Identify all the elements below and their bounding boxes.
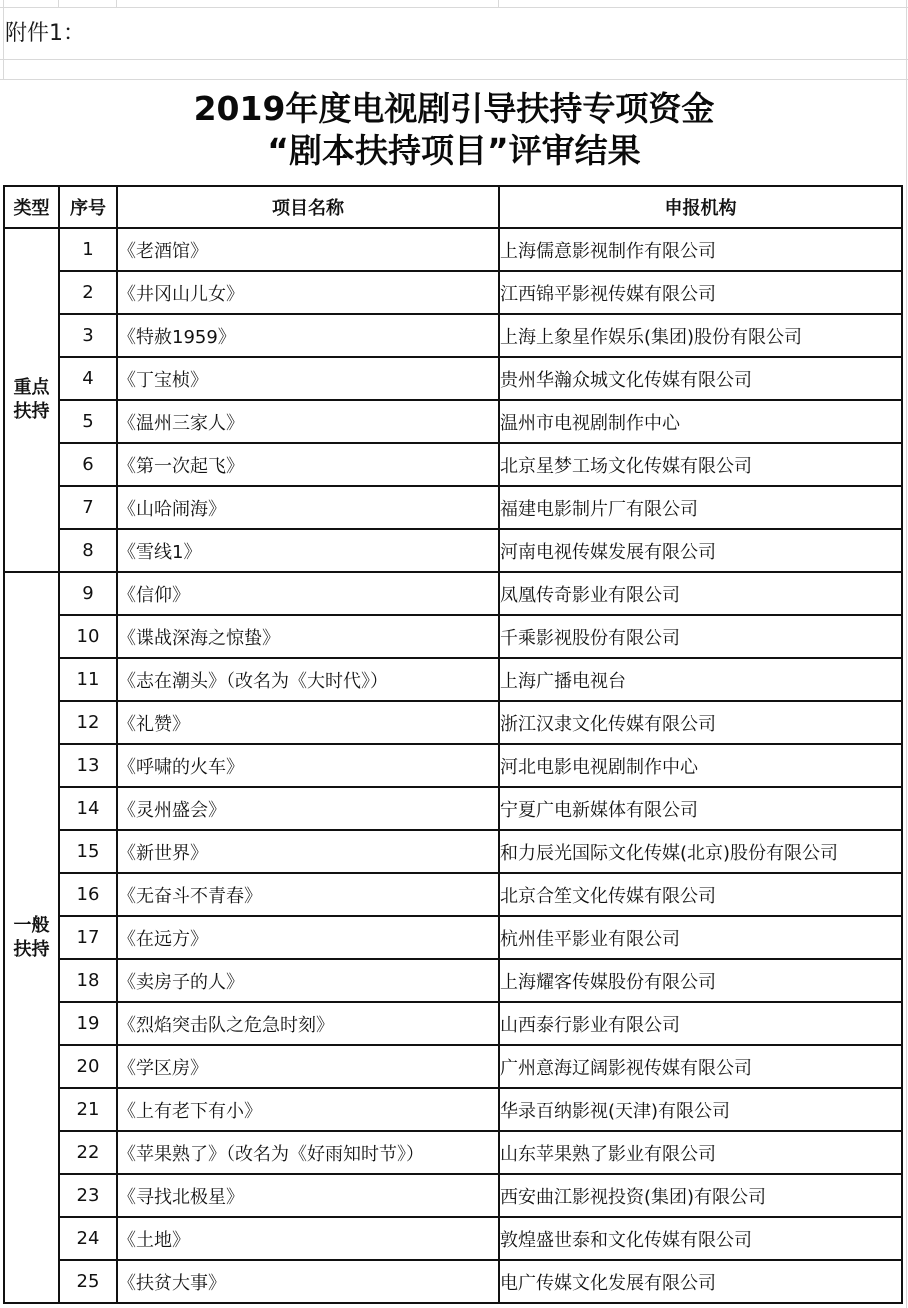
applicant-org: 广州意海辽阔影视传媒有限公司 — [499, 1045, 902, 1088]
applicant-org: 北京合笙文化传媒有限公司 — [499, 873, 902, 916]
applicant-org: 福建电影制片厂有限公司 — [499, 486, 902, 529]
table-row — [4, 1002, 902, 1045]
row-number: 19 — [59, 1002, 117, 1045]
row-number: 11 — [59, 658, 117, 701]
applicant-org: 华录百纳影视(天津)有限公司 — [499, 1088, 902, 1131]
row-number: 15 — [59, 830, 117, 873]
gridline — [498, 0, 499, 7]
spreadsheet-gridlines — [0, 0, 908, 80]
applicant-org: 江西锦平影视传媒有限公司 — [499, 271, 902, 314]
row-number: 8 — [59, 529, 117, 572]
document-title — [0, 88, 908, 172]
applicant-org: 上海儒意影视制作有限公司 — [499, 228, 902, 271]
applicant-org: 河北电影电视剧制作中心 — [499, 744, 902, 787]
project-name: 《苹果熟了》（改名为《好雨知时节》） — [117, 1131, 499, 1174]
table-row — [4, 959, 902, 1002]
gridline — [906, 0, 907, 1308]
project-name: 《礼赞》 — [117, 701, 499, 744]
gridline — [3, 0, 4, 80]
row-number: 2 — [59, 271, 117, 314]
applicant-org: 山西泰行影业有限公司 — [499, 1002, 902, 1045]
row-number: 17 — [59, 916, 117, 959]
applicant-org: 凤凰传奇影业有限公司 — [499, 572, 902, 615]
table-row — [4, 1174, 902, 1217]
applicant-org: 上海广播电视台 — [499, 658, 902, 701]
project-name: 《呼啸的火车》 — [117, 744, 499, 787]
table-row — [4, 486, 902, 529]
table-row — [4, 357, 902, 400]
applicant-org: 山东苹果熟了影业有限公司 — [499, 1131, 902, 1174]
table-row — [4, 529, 902, 572]
applicant-org: 宁夏广电新媒体有限公司 — [499, 787, 902, 830]
row-number: 13 — [59, 744, 117, 787]
row-number: 6 — [59, 443, 117, 486]
table-row — [4, 1217, 902, 1260]
project-name: 《志在潮头》（改名为《大时代》） — [117, 658, 499, 701]
row-number: 25 — [59, 1260, 117, 1303]
applicant-org: 杭州佳平影业有限公司 — [499, 916, 902, 959]
applicant-org: 敦煌盛世泰和文化传媒有限公司 — [499, 1217, 902, 1260]
project-name: 《丁宝桢》 — [117, 357, 499, 400]
table-row — [4, 787, 902, 830]
table-row — [4, 1260, 902, 1303]
applicant-org: 北京星梦工场文化传媒有限公司 — [499, 443, 902, 486]
applicant-org: 贵州华瀚众城文化传媒有限公司 — [499, 357, 902, 400]
table-row — [4, 1088, 902, 1131]
project-name: 《温州三家人》 — [117, 400, 499, 443]
table-row — [4, 916, 902, 959]
table-row — [4, 314, 902, 357]
project-name: 《上有老下有小》 — [117, 1088, 499, 1131]
project-name: 《新世界》 — [117, 830, 499, 873]
project-name: 《扶贫大事》 — [117, 1260, 499, 1303]
row-number: 4 — [59, 357, 117, 400]
project-name: 《土地》 — [117, 1217, 499, 1260]
project-name: 《无奋斗不青春》 — [117, 873, 499, 916]
row-number: 16 — [59, 873, 117, 916]
group-type-text: 重点扶持 — [13, 377, 50, 422]
header-applicant-org: 申报机构 — [499, 186, 902, 228]
row-number: 9 — [59, 572, 117, 615]
project-name: 《卖房子的人》 — [117, 959, 499, 1002]
row-number: 12 — [59, 701, 117, 744]
gridline — [0, 59, 908, 60]
applicant-org: 浙江汉隶文化传媒有限公司 — [499, 701, 902, 744]
table-row — [4, 443, 902, 486]
project-name: 《谍战深海之惊蛰》 — [117, 615, 499, 658]
project-name: 《老酒馆》 — [117, 228, 499, 271]
applicant-org: 河南电视传媒发展有限公司 — [499, 529, 902, 572]
attachment-label: 附件1： — [5, 21, 85, 46]
row-number: 10 — [59, 615, 117, 658]
applicant-org: 西安曲江影视投资(集团)有限公司 — [499, 1174, 902, 1217]
project-name: 《山哈闹海》 — [117, 486, 499, 529]
table-row — [4, 228, 902, 271]
applicant-org: 上海耀客传媒股份有限公司 — [499, 959, 902, 1002]
table-row — [4, 744, 902, 787]
group-type-label — [4, 572, 59, 1303]
row-number: 14 — [59, 787, 117, 830]
header-number: 序号 — [59, 186, 117, 228]
project-name: 《在远方》 — [117, 916, 499, 959]
row-number: 24 — [59, 1217, 117, 1260]
applicant-org: 温州市电视剧制作中心 — [499, 400, 902, 443]
gridline — [0, 7, 908, 8]
project-name: 《学区房》 — [117, 1045, 499, 1088]
table-row — [4, 658, 902, 701]
row-number: 7 — [59, 486, 117, 529]
row-number: 21 — [59, 1088, 117, 1131]
row-number: 22 — [59, 1131, 117, 1174]
table-row — [4, 1045, 902, 1088]
applicant-org: 千乘影视股份有限公司 — [499, 615, 902, 658]
gridline — [116, 0, 117, 7]
project-name: 《井冈山儿女》 — [117, 271, 499, 314]
results-table — [3, 185, 903, 1304]
project-name: 《寻找北极星》 — [117, 1174, 499, 1217]
table-row — [4, 572, 902, 615]
row-number: 23 — [59, 1174, 117, 1217]
project-name: 《特赦1959》 — [117, 314, 499, 357]
row-number: 5 — [59, 400, 117, 443]
gridline — [58, 0, 59, 7]
table-row — [4, 701, 902, 744]
table-row — [4, 873, 902, 916]
gridline — [0, 79, 908, 80]
applicant-org: 电广传媒文化发展有限公司 — [499, 1260, 902, 1303]
project-name: 《灵州盛会》 — [117, 787, 499, 830]
project-name: 《雪线1》 — [117, 529, 499, 572]
applicant-org: 上海上象星作娱乐(集团)股份有限公司 — [499, 314, 902, 357]
table-row — [4, 271, 902, 314]
title-line-1: 2019年度电视剧引导扶持专项资金 — [193, 89, 715, 128]
table-body — [4, 228, 902, 1303]
table-row — [4, 1131, 902, 1174]
header-project-name: 项目名称 — [117, 186, 499, 228]
applicant-org: 和力辰光国际文化传媒(北京)股份有限公司 — [499, 830, 902, 873]
row-number: 1 — [59, 228, 117, 271]
group-type-text: 一般扶持 — [13, 914, 50, 960]
table-row — [4, 830, 902, 873]
table-row — [4, 400, 902, 443]
project-name: 《信仰》 — [117, 572, 499, 615]
row-number: 3 — [59, 314, 117, 357]
row-number: 20 — [59, 1045, 117, 1088]
project-name: 《烈焰突击队之危急时刻》 — [117, 1002, 499, 1045]
row-number: 18 — [59, 959, 117, 1002]
table-row — [4, 615, 902, 658]
title-line-2: “剧本扶持项目”评审结果 — [267, 131, 641, 170]
table-header-row — [4, 186, 902, 228]
project-name: 《第一次起飞》 — [117, 443, 499, 486]
group-type-label — [4, 228, 59, 572]
header-type: 类型 — [4, 186, 59, 228]
